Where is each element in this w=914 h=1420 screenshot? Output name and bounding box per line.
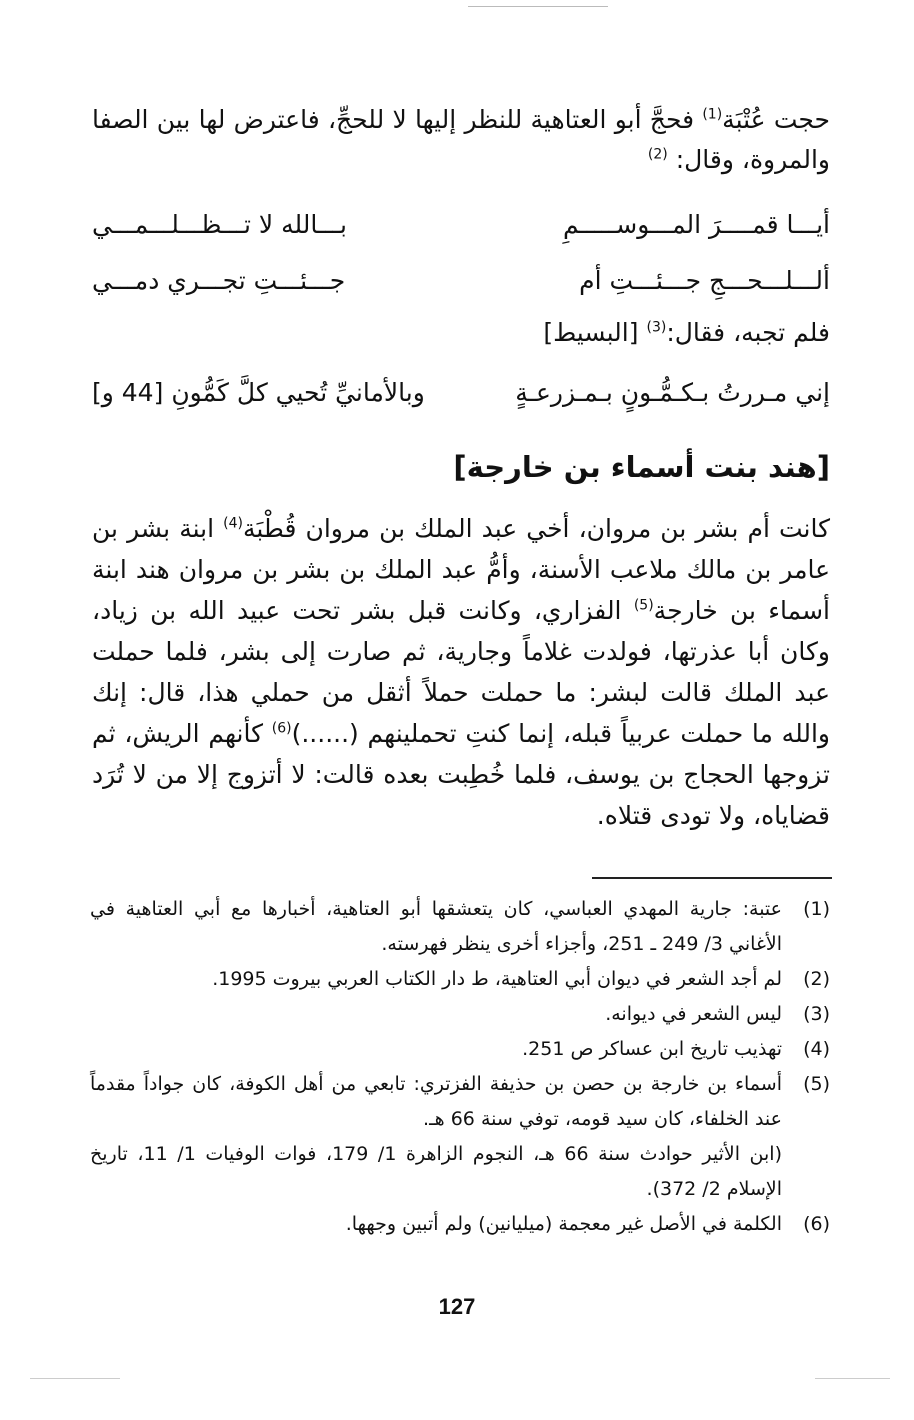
top-edge-line: [468, 6, 608, 7]
footnote-item-continuation: [90, 1137, 830, 1207]
footnote-ref-1: (1): [702, 106, 723, 123]
main-text-3: الفزاري، وكانت قبل بشر تحت عبيد الله بن زياد، وكان أبا عذرتها، فولدت غلاماً وجارية، ثم صارت إلى بشر، فلما حملت عبد الملك قالت لبشر: ما حملت حملاً أثقل من حملي هذا، قال: إنك والله ما حملت عربياً قبله، إنما كنتِ تحملينهم (......): [92, 596, 830, 748]
intro-text-1: حجت عُتْبَة: [722, 105, 830, 134]
verse-second-hemistich: جـــئـــتِ تجـــري دمـــي: [92, 266, 346, 295]
bottom-edge-line: [30, 1378, 120, 1379]
footnote-number: (6): [803, 1213, 830, 1235]
reply-intro-text: فلم تجبه، فقال:: [666, 318, 830, 347]
verse-first-hemistich: إني مـررتُ بـكـمُّـونٍ بـمـزرعـةٍ: [515, 378, 830, 407]
main-text-4: كأنهم الريش، ثم تزوجها الحجاج بن يوسف، فلما خُطِبت بعده قالت: لا أتزوج إلا من لا تُرَد قضاياه، ولا تودى قتلاه.: [92, 719, 830, 830]
footnote-item: [90, 997, 830, 1032]
main-text-2: ابنة بشر بن عامر بن مالك ملاعب الأسنة، وأمُّ عبد الملك بن بشر بن مروان هند ابنة أسماء بن خارجة: [92, 514, 830, 625]
footnote-text: تهذيب تاريخ ابن عساكر ص 251.: [522, 1038, 782, 1060]
reply-intro: [543, 318, 830, 347]
footnotes-list: [90, 892, 830, 1242]
verse-first-hemistich: أيـــا قمــــرَ المـــوســـــمِ: [563, 210, 830, 239]
intro-text-2: فحجَّ أبو العتاهية للنظر إليها لا للحجِّ، فاعترض لها بين الصفا والمروة، وقال:: [92, 105, 830, 174]
main-paragraph: [92, 508, 830, 836]
meter-label: [البسيط]: [543, 318, 639, 347]
verse-first-hemistich: ألـــلـــحـــجِ جـــئـــتِ أم: [579, 266, 830, 295]
footnote-ref-5: (5): [633, 597, 654, 614]
footnote-number: (5): [803, 1073, 830, 1095]
footnote-text: الكلمة في الأصل غير معجمة (ميليانين) ولم أتبين وجهها.: [345, 1213, 782, 1235]
poem2-verse: [92, 378, 830, 418]
footnote-ref-3: (3): [646, 319, 667, 336]
section-heading: [هند بنت أسماء بن خارجة]: [453, 450, 830, 484]
footnote-separator: [592, 877, 832, 879]
footnote-number: (3): [803, 1003, 830, 1025]
footnote-ref-4: (4): [223, 515, 243, 532]
footnote-text: لم أجد الشعر في ديوان أبي العتاهية، ط دار الكتاب العربي بيروت 1995.: [212, 968, 782, 990]
footnote-number: (1): [803, 898, 830, 920]
bottom-edge-line: [815, 1378, 890, 1379]
footnote-item: [90, 1067, 830, 1137]
footnote-number: (2): [803, 968, 830, 990]
footnote-text: (ابن الأثير حوادث سنة 66 هـ، النجوم الزاهرة 1/ 179، فوات الوفيات 1/ 11، تاريخ الإسلام 2/ 372).: [90, 1143, 782, 1200]
footnote-text: أسماء بن خارجة بن حصن بن حذيفة الفزتري: تابعي من أهل الكوفة، كان جواداً مقدماً عند الخلفاء، كان سيد قومه، توفي سنة 66 هـ.: [90, 1073, 782, 1130]
footnote-item: [90, 892, 830, 962]
main-text-1: كانت أم بشر بن مروان، أخي عبد الملك بن مروان قُطْبَة: [242, 514, 831, 543]
page-number: 127: [438, 1294, 476, 1319]
footnote-text: عتبة: جارية المهدي العباسي، كان يتعشقها أبو العتاهية، أخبارها مع أبي العتاهية في الأغاني 3/ 249 ـ 251، وأجزاء أخرى ينظر فهرسته.: [90, 898, 782, 955]
poem1-verse-1: [92, 210, 830, 250]
folio-marker: [44 و]: [92, 378, 164, 407]
footnote-ref-6: (6): [271, 720, 292, 737]
footnote-item: [90, 1207, 830, 1242]
poem1-verse-2: [92, 266, 830, 306]
footnote-item: [90, 1032, 830, 1067]
verse-second-hemistich-text: وبالأمانيِّ تُحيي كلَّ كَمُّونِ: [171, 378, 425, 407]
verse-second-hemistich-with-folio: [92, 378, 425, 407]
footnote-item: [90, 962, 830, 997]
verse-second-hemistich: بـــالله لا تـــظـــلـــمـــي: [92, 210, 347, 239]
footnote-number: (4): [803, 1038, 830, 1060]
intro-paragraph: [92, 100, 830, 180]
footnote-text: ليس الشعر في ديوانه.: [605, 1003, 782, 1025]
footnote-ref-2: (2): [647, 146, 668, 163]
